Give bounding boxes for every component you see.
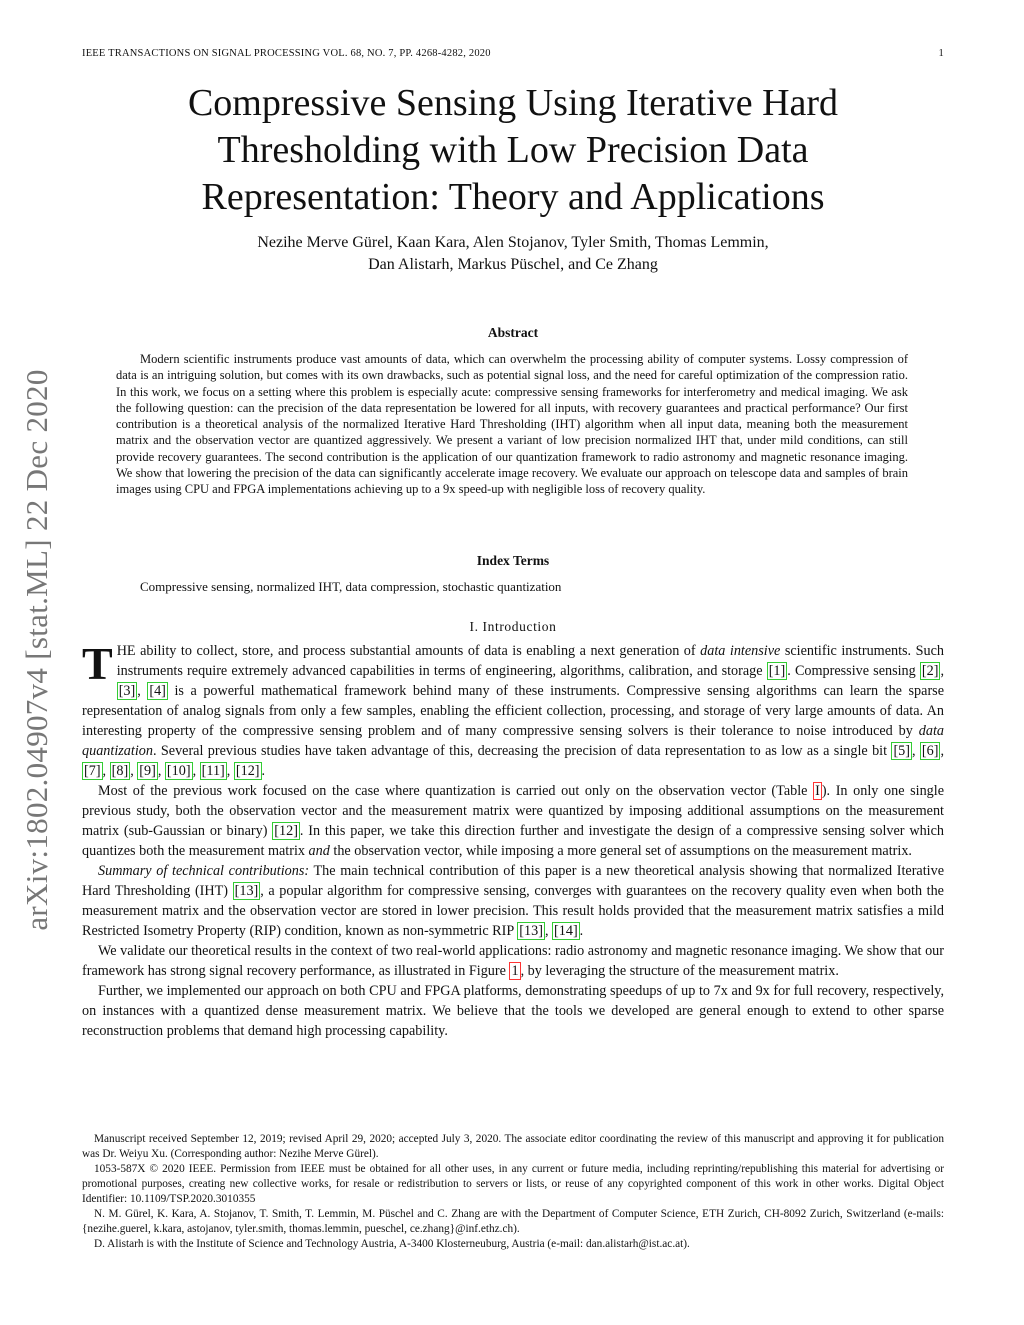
citation-link[interactable]: [3] bbox=[118, 683, 136, 699]
intro-paragraph-4: We validate our theoretical results in the context of two real-world applications: radio astronomy and magnetic resonance imaging. We show that our framework has strong signal recovery performance, as illustrated in Figure 1 , by leveraging the structure of the measurement matrix. bbox=[82, 943, 944, 979]
title-line-2: Thresholding with Low Precision Data bbox=[217, 129, 809, 171]
citation-link[interactable]: [13] bbox=[234, 883, 259, 899]
citation-link[interactable]: [4] bbox=[149, 683, 166, 699]
citation-link[interactable]: [11] bbox=[201, 763, 225, 779]
paper-title bbox=[82, 80, 944, 221]
citation-link[interactable]: [6] bbox=[921, 743, 939, 759]
figure-reference-link[interactable]: 1 bbox=[511, 963, 519, 979]
footnote-copyright: 1053-587X © 2020 IEEE. Permission from IEEE must be obtained for all other uses, in any current or future media, including reprinting/republishing this material for advertising or promotional purposes, creating new collective works, for resale or redistribution to servers or lists, or reuse of any copyrighted component of this work in other works. Digital Object Identifier: 10.1109/TSP.2020.3010355 bbox=[82, 1163, 944, 1205]
citation-link[interactable]: [7] bbox=[84, 763, 101, 779]
index-terms-text: Compressive sensing, normalized IHT, data compression, stochastic quantization bbox=[140, 579, 562, 594]
intro-paragraph-3: Summary of technical contributions: The main technical contribution of this paper is a new theoretical analysis showing that normalized Iterative Hard Thresholding (IHT) [13] , a popular algorithm for compressive sensing, converges with guarantees on the recovery quality even when both the measurement matrix and the observation vector are stored in lower precision. This result holds provided that the measurement matrix satisfies a mild Restricted Isometry Property (RIP) condition, known as non-symmetric RIP [13] , [14] . bbox=[82, 863, 944, 939]
citation-link[interactable]: [12] bbox=[235, 763, 260, 779]
footnote-manuscript: Manuscript received September 12, 2019; revised April 29, 2020; accepted July 3, 2020. The associate editor coordinating the review of this manuscript and approving it for publication was Dr. Weiyu Xu. (Corresponding author: Nezihe Merve Gürel). bbox=[82, 1133, 944, 1160]
introduction-body bbox=[82, 638, 945, 1041]
citation-link[interactable]: [13] bbox=[519, 923, 543, 939]
citation-link[interactable]: [8] bbox=[111, 763, 129, 779]
citation-link[interactable]: [9] bbox=[139, 763, 156, 779]
section-heading-introduction: I. Introduction bbox=[469, 619, 557, 634]
citation-link[interactable]: [5] bbox=[893, 743, 910, 759]
page-number: 1 bbox=[938, 48, 944, 59]
authors-line-1: Nezihe Merve Gürel, Kaan Kara, Alen Stojanov, Tyler Smith, Thomas Lemmin, bbox=[257, 234, 769, 251]
abstract-text: Modern scientific instruments produce vast amounts of data, which can overwhelm the processing ability of computer systems. Lossy compression of data is an intriguing solution, but comes with its own drawbacks, such as potential signal loss, and the need for careful optimization of the compression ratio. In this work, we focus on a setting where this problem is especially acute: compressive sensing frameworks for interferometry and medical imaging. We ask the following question: can the precision of the data representation be lowered for all inputs, with recovery guarantees and practical performance? Our first contribution is a theoretical analysis of the normalized Iterative Hard Thresholding (IHT) algorithm when all input data, meaning both the measurement matrix and the observation vector are quantized aggressively. We present a variant of low precision normalized IHT that, under mild conditions, can still provide recovery guarantees. The second contribution is the application of our quantization framework to radio astronomy and magnetic resonance imaging. We show that lowering the precision of the data can significantly accelerate image recovery. We evaluate our approach on telescope data and samples of brain images using CPU and FPGA implementations achieving up to a 9x speed-up with negligible loss of recovery quality. bbox=[116, 352, 908, 497]
intro-paragraph-1: THE ability to collect, store, and process substantial amounts of data is enabling a next generation of data intensive scientific instruments. Such instruments require extremely advanced capabilities in terms of engineering, algorithms, calibration, and storage [1] . Compressive sensing [2] , [3] , [4] is a powerful mathematical framework behind many of these instruments. Compressive sensing algorithms can learn the sparse representation of analog signals from only a few samples, enabling the efficient collection, processing, and storage of very large amounts of data. An interesting property of the compressive sensing problem and of many compressive sensing solvers is their tolerance to noise introduced by data quantization. Several previous studies have taken advantage of this, decreasing the precision of data representation to as low as a single bit [5] , [6] , [7] , [8] , [9] , [10] , [11] , [12] . bbox=[82, 638, 945, 779]
footnote-affiliation-ist: D. Alistarh is with the Institute of Science and Technology Austria, A-3400 Klosterneuburg, Austria (e-mail: dan.alistarh@ist.ac.at). bbox=[94, 1238, 690, 1250]
title-line-1: Compressive Sensing Using Iterative Hard bbox=[187, 82, 839, 124]
drop-cap: T bbox=[82, 638, 113, 689]
citation-link[interactable]: [2] bbox=[921, 663, 939, 679]
citation-link[interactable]: [10] bbox=[166, 763, 191, 779]
table-reference-link[interactable]: I bbox=[815, 783, 820, 799]
intro-paragraph-5: Further, we implemented our approach on both CPU and FPGA platforms, demonstrating speedups of up to 7x and 9x for full recovery, respectively, on instances with a quantized dense measurement matrix. We believe that the tools we developed are general enough to extend to other sparse reconstruction problems that demand high processing capability. bbox=[82, 983, 944, 1039]
footnote-affiliation-eth: N. M. Gürel, K. Kara, A. Stojanov, T. Smith, T. Lemmin, M. Püschel and C. Zhang are with the Department of Computer Science, ETH Zurich, CH-8092 Zurich, Switzerland (e-mails: {nezihe.guerel, k.kara, astojanov, tyler.smith, thomas.lemmin, pueschel, ce.zhang}@inf.ethz.ch). bbox=[82, 1208, 944, 1235]
index-terms-heading: Index Terms bbox=[476, 553, 550, 568]
intro-paragraph-2: Most of the previous work focused on the case where quantization is carried out only on the observation vector (Table I ). In only one single previous study, both the observation vector and the measurement matrix were quantized by imposing additional assumptions on the measurement matrix (sub-Gaussian or binary) [12] . In this paper, we take this direction further and investigate the design of a compressive sensing solver which quantizes both the measurement matrix and the observation vector, while imposing a more general set of assumptions on the measurement matrix. bbox=[82, 783, 945, 859]
abstract-heading: Abstract bbox=[487, 325, 539, 340]
author-list bbox=[82, 232, 944, 276]
journal-citation: IEEE TRANSACTIONS ON SIGNAL PROCESSING VOL. 68, NO. 7, PP. 4268-4282, 2020 bbox=[82, 48, 491, 59]
citation-link[interactable]: [1] bbox=[768, 663, 786, 679]
arxiv-stamp bbox=[14, 345, 60, 955]
citation-link[interactable]: [12] bbox=[274, 823, 298, 839]
arxiv-stamp-text: arXiv:1802.04907v4 [stat.ML] 22 Dec 2020 bbox=[19, 369, 54, 931]
footnotes bbox=[82, 1132, 944, 1252]
citation-link[interactable]: [14] bbox=[554, 923, 578, 939]
authors-line-2: Dan Alistarh, Markus Püschel, and Ce Zhang bbox=[368, 256, 658, 273]
title-line-3: Representation: Theory and Applications bbox=[201, 176, 825, 218]
running-header bbox=[82, 48, 944, 59]
